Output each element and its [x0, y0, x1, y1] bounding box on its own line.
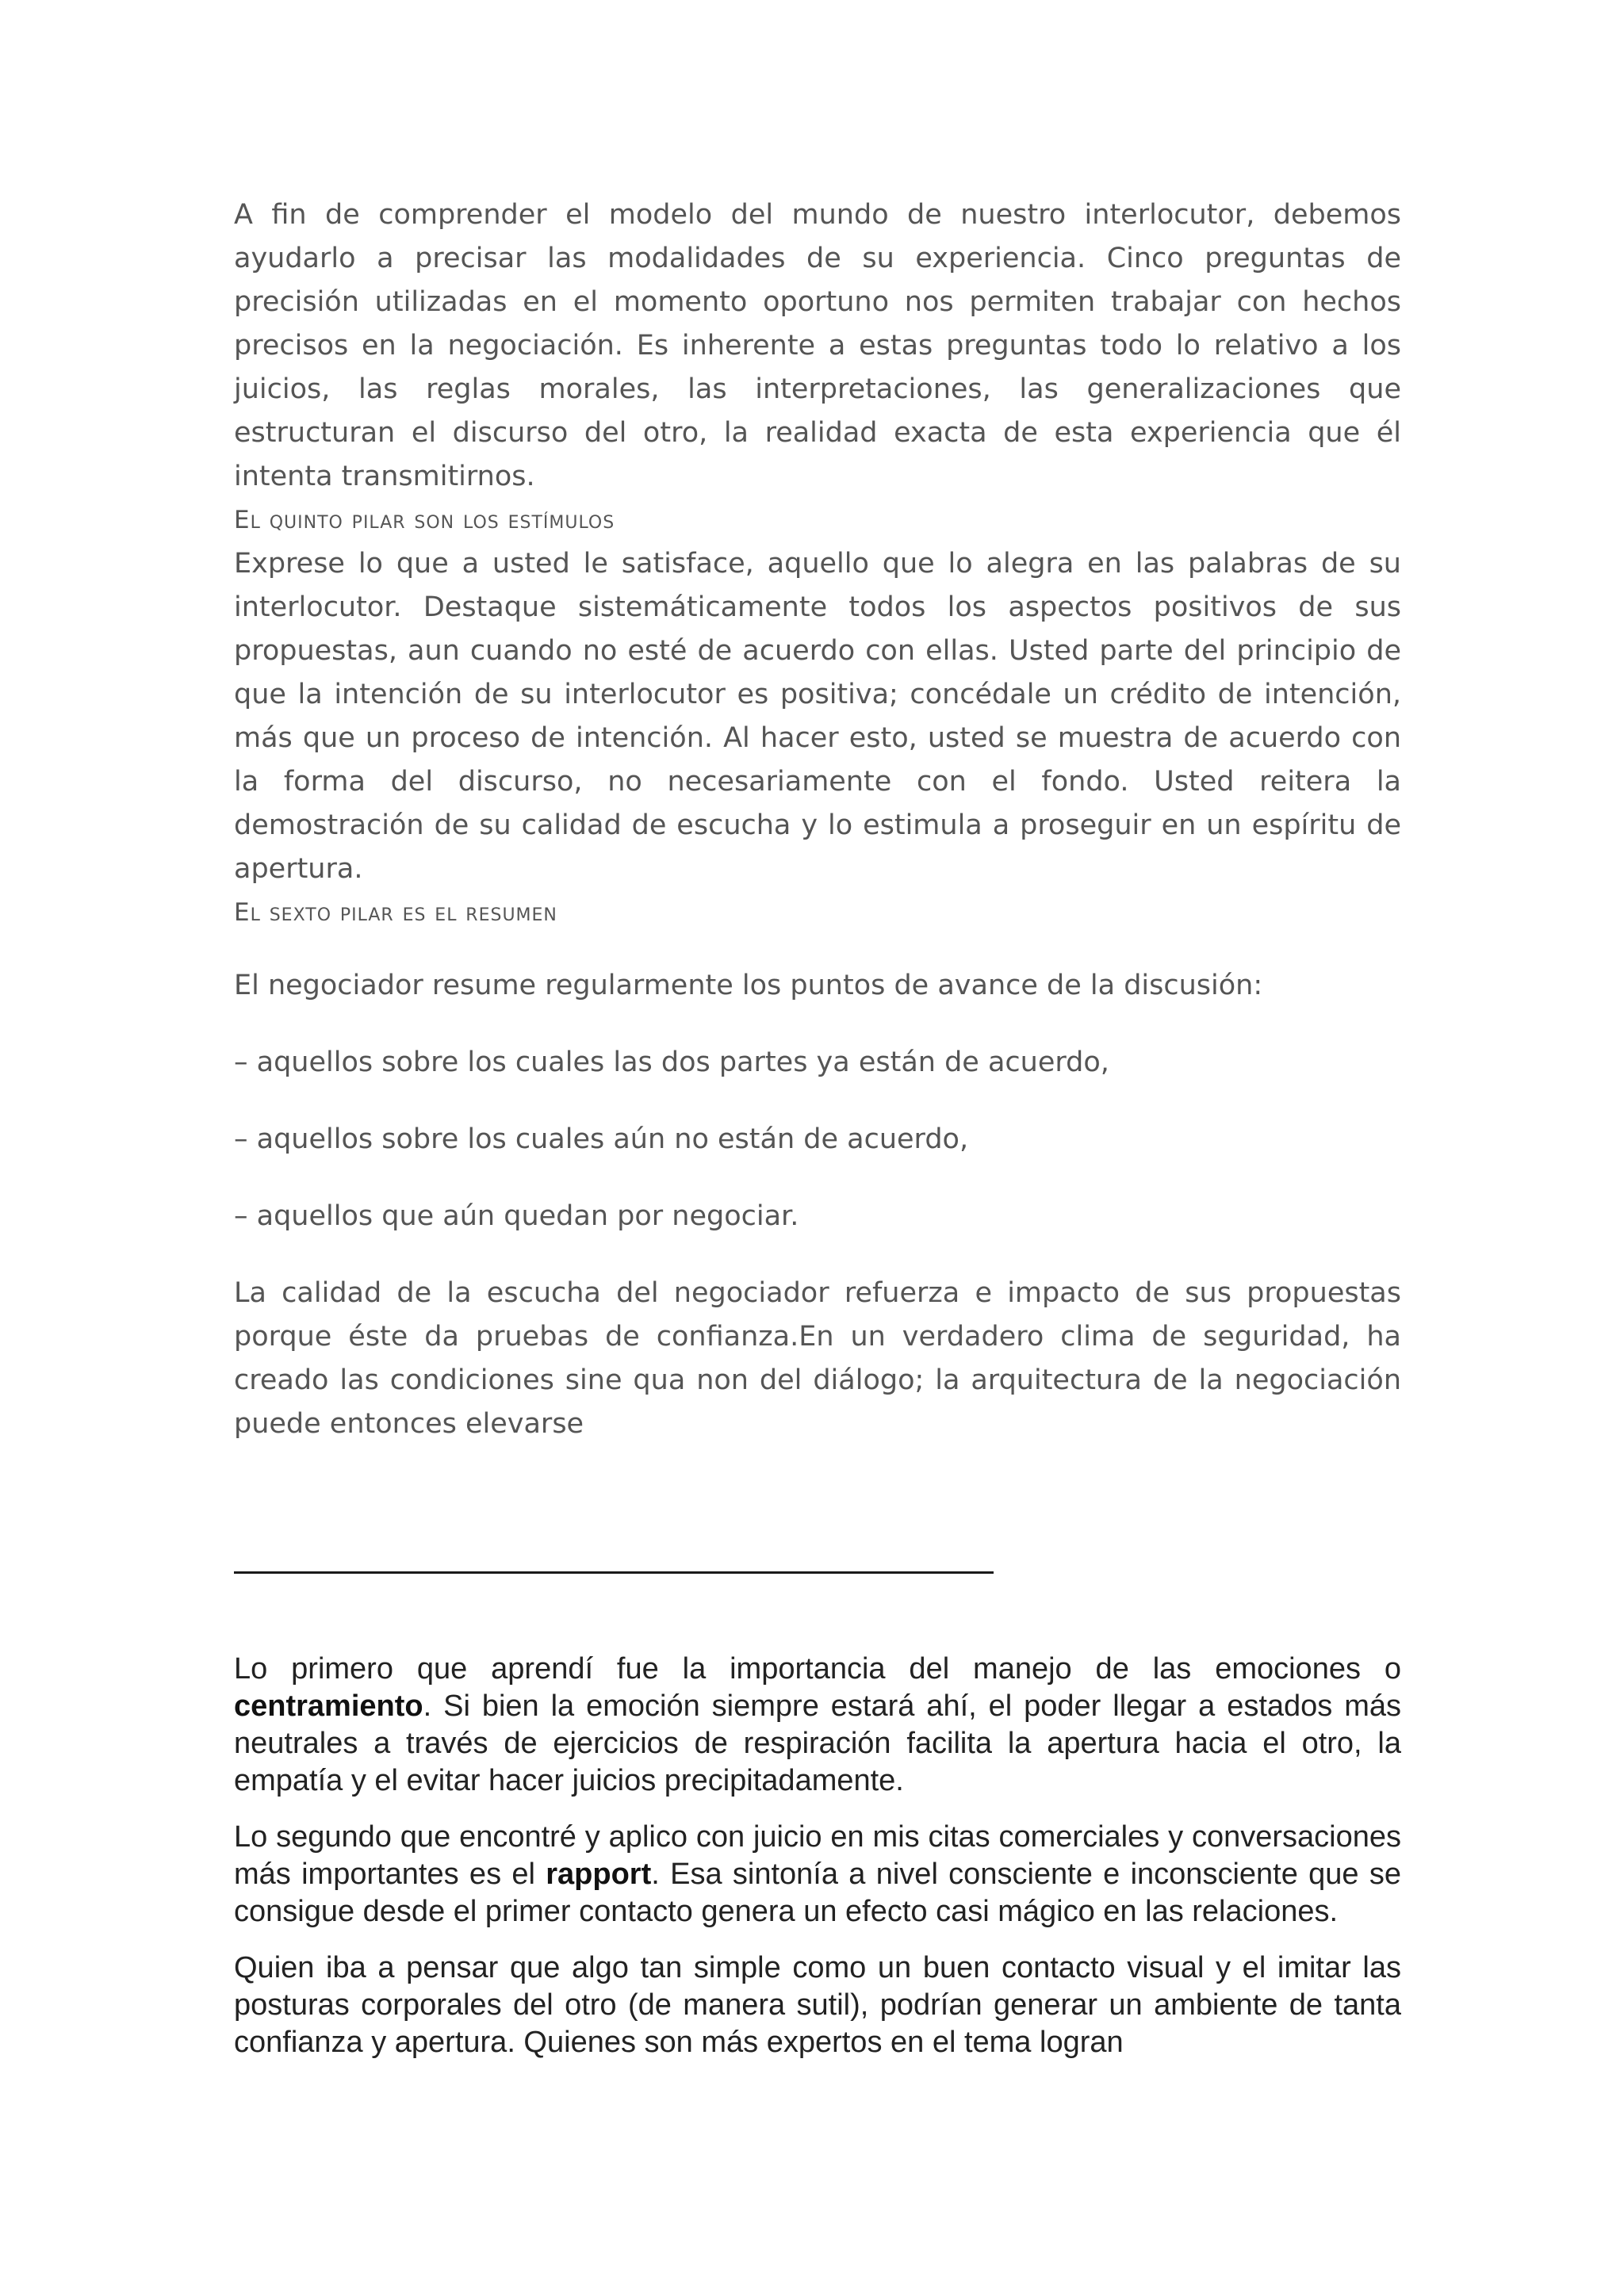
bold-term-centramiento: centramiento — [234, 1689, 423, 1723]
reflection-text: Lo segundo que encontré y aplico con juicio en mis citas comerciales y conversaciones más importantes es el — [234, 1820, 1401, 1891]
list-item: – aquellos sobre los cuales aún no están de acuerdo, — [234, 1123, 969, 1155]
reflection-text: . Esa sintonía a nivel consciente e inconsciente que se consigue desde el primer contacto genera un efecto casi mágico en las relaciones. — [234, 1858, 1401, 1928]
document-body — [234, 193, 1401, 1446]
section-heading-quinto-pilar: El quinto pilar son los estímulos — [234, 506, 615, 534]
bold-term-rapport: rapport — [546, 1858, 652, 1891]
section-lead-sexto-pilar: El negociador resume regularmente los puntos de avance de la discusión: — [234, 970, 1263, 1001]
list-item: – aquellos que aún quedan por negociar. — [234, 1200, 799, 1232]
closing-paragraph: La calidad de la escucha del negociador refuerza e impacto de sus propuestas porque éste da pruebas de confianza.En un verdadero clima de seguridad, ha creado las condiciones sine qua non del diálogo; la arquitectura de la negociación puede entonces elevarse — [234, 1277, 1401, 1440]
list-item: – aquellos sobre los cuales las dos partes ya están de acuerdo, — [234, 1047, 1109, 1078]
reflection-paragraph-1 — [234, 1651, 1401, 1800]
reflection-paragraph-3: Quien iba a pensar que algo tan simple como un buen contacto visual y el imitar las posturas corporales del otro (de manera sutil), podrían generar un ambiente de tanta confianza y apertura. Quienes son más expertos en el tema logran — [234, 1951, 1401, 2059]
section-paragraph-quinto-pilar: Exprese lo que a usted le satisface, aquello que lo alegra en las palabras de su interlocutor. Destaque sistemáticamente todos los aspectos positivos de sus propuestas, aun cuando no esté de acuerdo con ellas. Usted parte del principio de que la intención de su interlocutor es positiva; concédale un crédito de intención, más que un proceso de intención. Al hacer esto, usted se muestra de acuerdo con la forma del discurso, no necesariamente con el fondo. Usted reitera la demostración de su calidad de escucha y lo estimula a proseguir en un espíritu de apertura. — [234, 548, 1401, 885]
reflection-section — [234, 1651, 1401, 2061]
reflection-text: . Si bien la emoción siempre estará ahí, el poder llegar a estados más neutrales a través de ejercicios de respiración facilita la apertura hacia el otro, la empatía y el evitar hacer juicios precipitadamente. — [234, 1689, 1401, 1797]
section-heading-sexto-pilar: El sexto pilar es el resumen — [234, 898, 557, 927]
separator-rule — [234, 1571, 994, 1574]
reflection-text: Lo primero que aprendí fue la importancia del manejo de las emociones o — [234, 1652, 1401, 1686]
intro-paragraph: A fin de comprender el modelo del mundo de nuestro interlocutor, debemos ayudarlo a precisar las modalidades de su experiencia. Cinco preguntas de precisión utilizadas en el momento oportuno nos permiten trabajar con hechos precisos en la negociación. Es inherente a estas preguntas todo lo relativo a los juicios, las reglas morales, las interpretaciones, las generalizaciones que estructuran el discurso del otro, la realidad exacta de esta experiencia que él intenta transmitirnos. — [234, 199, 1401, 492]
reflection-paragraph-2 — [234, 1819, 1401, 1931]
